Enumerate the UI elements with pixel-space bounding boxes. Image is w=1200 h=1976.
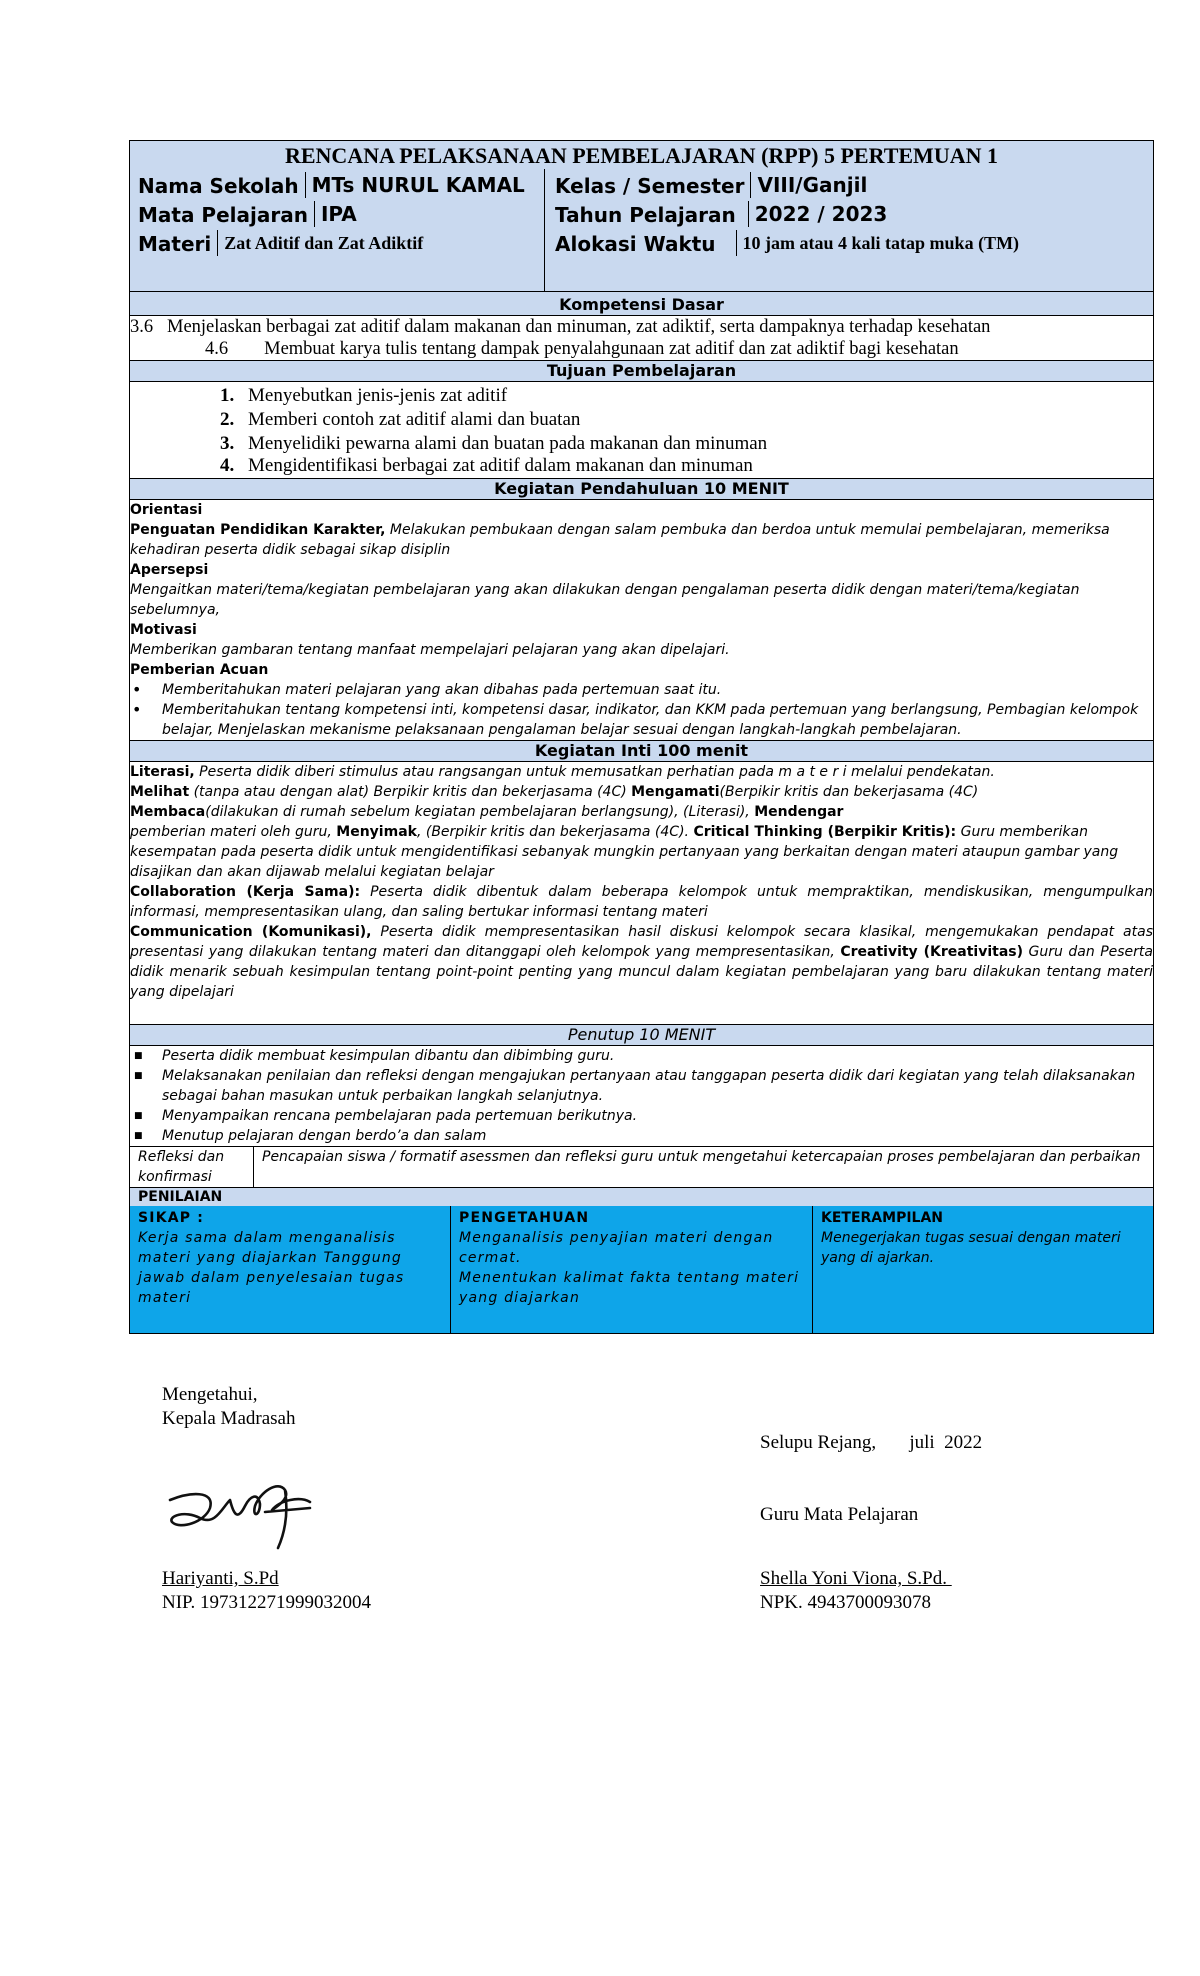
penilaian-block	[129, 1206, 1154, 1334]
inti-title: Kegiatan Inti 100 menit	[130, 741, 1154, 762]
tujuan-title: Tujuan Pembelajaran	[130, 361, 1154, 382]
materi-value: Zat Aditif dan Zat Adiktif	[217, 230, 423, 256]
mengamati-label: Mengamati	[631, 784, 720, 800]
acuan-heading: Pemberian Acuan	[130, 662, 269, 678]
pengetahuan-column	[450, 1206, 812, 1333]
rpp-document	[129, 140, 1154, 1334]
kd-1-text: Menjelaskan berbagai zat aditif dalam makanan dan minuman, zat adiktif, serta dampaknya terhadap kesehatan	[167, 317, 991, 337]
list-item: 4. Mengidentifikasi berbagai zat aditif dalam makanan dan minuman	[220, 456, 753, 476]
motivasi-text: Memberikan gambaran tentang manfaat mempelajari pelajaran yang akan dipelajari.	[130, 642, 730, 658]
handwritten-signature	[160, 1470, 345, 1555]
kd-item-2	[130, 338, 1153, 360]
list-item: • Memberitahukan tentang kompetensi inti, kompetensi dasar, indikator, dan KKM pada pertemuan yang berlangsung, Pembagian kelompok belajar, Menjelaskan mekanisme pelaksanaan pengalaman belajar sesuai dengan langkah-langkah pembelajaran.	[130, 700, 1153, 740]
kd-2-number: 4.6	[205, 339, 229, 359]
tahun-value: 2022 / 2023	[748, 201, 888, 227]
keterampilan-column	[812, 1206, 1153, 1333]
mengetahui-label: Mengetahui,	[162, 1384, 258, 1405]
list-item: 2. Memberi contoh zat aditif alami dan buatan	[220, 409, 581, 430]
place-date-label: Selupu Rejang, juli 2022	[760, 1432, 983, 1453]
row-tahun	[555, 198, 1143, 227]
tujuan-list	[130, 382, 1153, 478]
creativity-text: Guru dan Peserta didik menarik sebuah kesimpulan tentang point-point penting yang muncul dalam kegiatan pembelajaran yang baru dilakukan tentang materi yang dipelajari	[130, 944, 1153, 1000]
list-item: • Memberitahukan materi pelajaran yang akan dibahas pada pertemuan saat itu.	[130, 680, 1153, 700]
apersepsi-heading: Apersepsi	[130, 562, 209, 578]
penilaian-title: PENILAIAN	[130, 1188, 1154, 1207]
materi-label: Materi	[138, 232, 212, 256]
ppk-label: Penguatan Pendidikan Karakter,	[130, 522, 386, 538]
collaboration-text: Peserta didik dibentuk dalam beberapa kelompok untuk mempraktikan, mendiskusikan, mengumpulkan informasi, mempresentasikan ulang, dan saling bertukar informasi tentang materi	[130, 884, 1153, 920]
pendahuluan-title: Kegiatan Pendahuluan 10 MENIT	[130, 479, 1154, 500]
signature-left-footer	[162, 1567, 371, 1615]
critical-thinking-label: Critical Thinking (Berpikir Kritis):	[693, 824, 957, 840]
apersepsi-text: Mengaitkan materi/tema/kegiatan pembelajaran yang akan dilakukan dengan pengalaman peserta didik dengan materi/tema/kegiatan sebelumnya,	[130, 582, 1080, 618]
guru-npk: NPK. 4943700093078	[760, 1592, 932, 1613]
row-mapel	[138, 198, 536, 227]
creativity-label: Creativity (Kreativitas)	[840, 944, 1023, 960]
guru-label: Guru Mata Pelajaran	[760, 1504, 919, 1525]
pengetahuan-text-2: Menentukan kalimat fakta tentang materi yang diajarkan	[459, 1270, 800, 1306]
pendahuluan-cell	[130, 500, 1154, 741]
orientasi-heading: Orientasi	[130, 502, 203, 518]
sikap-column	[130, 1206, 450, 1333]
info-right	[545, 169, 1153, 291]
sikap-title: SIKAP :	[138, 1210, 205, 1226]
header-cell	[130, 141, 1154, 292]
info-left	[130, 169, 545, 291]
menyimak-text: , (Berpikir kritis dan bekerjasama (4C).	[416, 824, 694, 840]
page-title: RENCANA PELAKSANAAN PEMBELAJARAN (RPP) 5 PERTEMUAN 1	[284, 143, 998, 168]
membaca-text: (dilakukan di rumah sebelum kegiatan pembelajaran berlangsung), (Literasi),	[205, 804, 755, 820]
list-item: ■ Melaksanakan penilaian dan refleksi dengan mengajukan pertanyaan atau tanggapan peserta didik dari kegiatan yang telah dilaksanakan sebagai bahan masukan untuk perbaikan langkah selanjutnya.	[130, 1066, 1153, 1106]
inti-cell	[130, 762, 1154, 1025]
guru-name: Shella Yoni Viona, S.Pd.	[760, 1568, 952, 1589]
signature-left-header	[162, 1383, 295, 1431]
membaca-label: Membaca	[130, 804, 206, 820]
kd-1-number: 3.6	[130, 317, 154, 337]
list-item: ■ Peserta didik membuat kesimpulan dibantu dan dibimbing guru.	[130, 1046, 1153, 1066]
mendengar-text: pemberian materi oleh guru,	[130, 824, 337, 840]
rpp-table	[129, 140, 1154, 1207]
kd-2-text: Membuat karya tulis tentang dampak penyalahgunaan zat aditif dan zat adiktif bagi kesehatan	[264, 339, 959, 359]
pengetahuan-title: PENGETAHUAN	[459, 1210, 590, 1226]
kepala-madrasah-label: Kepala Madrasah	[162, 1408, 296, 1429]
refleksi-label: Refleksi dan konfirmasi	[130, 1147, 254, 1187]
menyimak-label: Menyimak	[336, 824, 417, 840]
kd-cell	[130, 316, 1154, 361]
alokasi-value: 10 jam atau 4 kali tatap muka (TM)	[736, 230, 1020, 256]
communication-label: Communication (Komunikasi),	[130, 924, 372, 940]
alokasi-label: Alokasi Waktu	[555, 232, 716, 256]
tujuan-cell	[130, 382, 1154, 479]
mapel-label: Mata Pelajaran	[138, 203, 308, 227]
kepala-nip: NIP. 197312271999032004	[162, 1592, 372, 1613]
keterampilan-title: KETERAMPILAN	[821, 1210, 944, 1226]
list-item: 1. Menyebutkan jenis-jenis zat aditif	[220, 385, 508, 406]
penutup-cell	[130, 1046, 1154, 1147]
pengetahuan-text-1: Menganalisis penyajian materi dengan cermat.	[459, 1230, 774, 1266]
row-alokasi	[555, 227, 1143, 256]
tahun-label: Tahun Pelajaran	[555, 203, 736, 227]
sikap-text: Kerja sama dalam menganalisis materi yang diajarkan Tanggung jawab dalam penyelesaian tugas materi	[138, 1230, 405, 1306]
kelas-value: VIII/Ganjil	[750, 172, 867, 198]
list-item: ■ Menyampaikan rencana pembelajaran pada pertemuan berikutnya.	[130, 1106, 1153, 1126]
collaboration-label: Collaboration (Kerja Sama):	[130, 884, 361, 900]
keterampilan-text: Menegerjakan tugas sesuai dengan materi yang di ajarkan.	[821, 1230, 1121, 1266]
kelas-label: Kelas / Semester	[555, 174, 745, 198]
mengamati-text: (Berpikir kritis dan bekerjasama (4C)	[719, 784, 979, 800]
info-block	[130, 169, 1153, 291]
list-item: 3. Menyelidiki pewarna alami dan buatan pada makanan dan minuman	[220, 433, 768, 454]
refleksi-text: Pencapaian siswa / formatif asessmen dan refleksi guru untuk mengetahui ketercapaian proses pembelajaran dan perbaikan	[262, 1149, 1141, 1165]
critical-thinking-text: Guru memberikan kesempatan pada peserta didik untuk mengidentifikasi sebanyak mungkin pertanyaan yang berkaitan dengan materi ataupun gambar yang disajikan dan akan dijawab melalui kegiatan belajar	[130, 824, 1119, 880]
signature-right-footer	[760, 1567, 952, 1615]
row-kelas	[555, 169, 1143, 198]
melihat-text: (tanpa atau dengan alat) Berpikir kritis dan bekerjasama (4C)	[189, 784, 632, 800]
refleksi-cell	[130, 1147, 1154, 1188]
mendengar-label: Mendengar	[754, 804, 844, 820]
literasi-label: Literasi,	[130, 764, 195, 780]
motivasi-heading: Motivasi	[130, 622, 197, 638]
kepala-name: Hariyanti, S.Pd	[162, 1568, 279, 1589]
communication-text: Peserta didik mempresentasikan hasil diskusi kelompok secara klasikal, mengemukakan pendapat atas presentasi yang dilakukan tentang materi dan ditanggapi oleh kelompok yang mempresentasikan,	[130, 924, 1153, 960]
nama-sekolah-value: MTs NURUL KAMAL	[305, 172, 525, 198]
signature-right-header	[760, 1383, 982, 1551]
row-materi	[138, 227, 536, 256]
list-item: ■ Menutup pelajaran dengan berdo’a dan salam	[130, 1126, 1153, 1146]
ppk-text: Melakukan pembukaan dengan salam pembuka dan berdoa untuk memulai pembelajaran, memeriksa kehadiran peserta didik sebagai sikap disiplin	[130, 522, 1110, 558]
mapel-value: IPA	[314, 201, 357, 227]
nama-sekolah-label: Nama Sekolah	[138, 174, 299, 198]
row-nama-sekolah	[138, 169, 536, 198]
penutup-list	[130, 1046, 1153, 1146]
kd-title: Kompetensi Dasar	[130, 292, 1154, 316]
kd-item-1	[130, 316, 1153, 338]
literasi-text: Peserta didik diberi stimulus atau rangsangan untuk memusatkan perhatian pada m a t e r i melalui pendekatan.	[194, 764, 995, 780]
penutup-title: Penutup 10 MENIT	[130, 1025, 1154, 1046]
acuan-list	[130, 680, 1153, 740]
melihat-label: Melihat	[130, 784, 190, 800]
